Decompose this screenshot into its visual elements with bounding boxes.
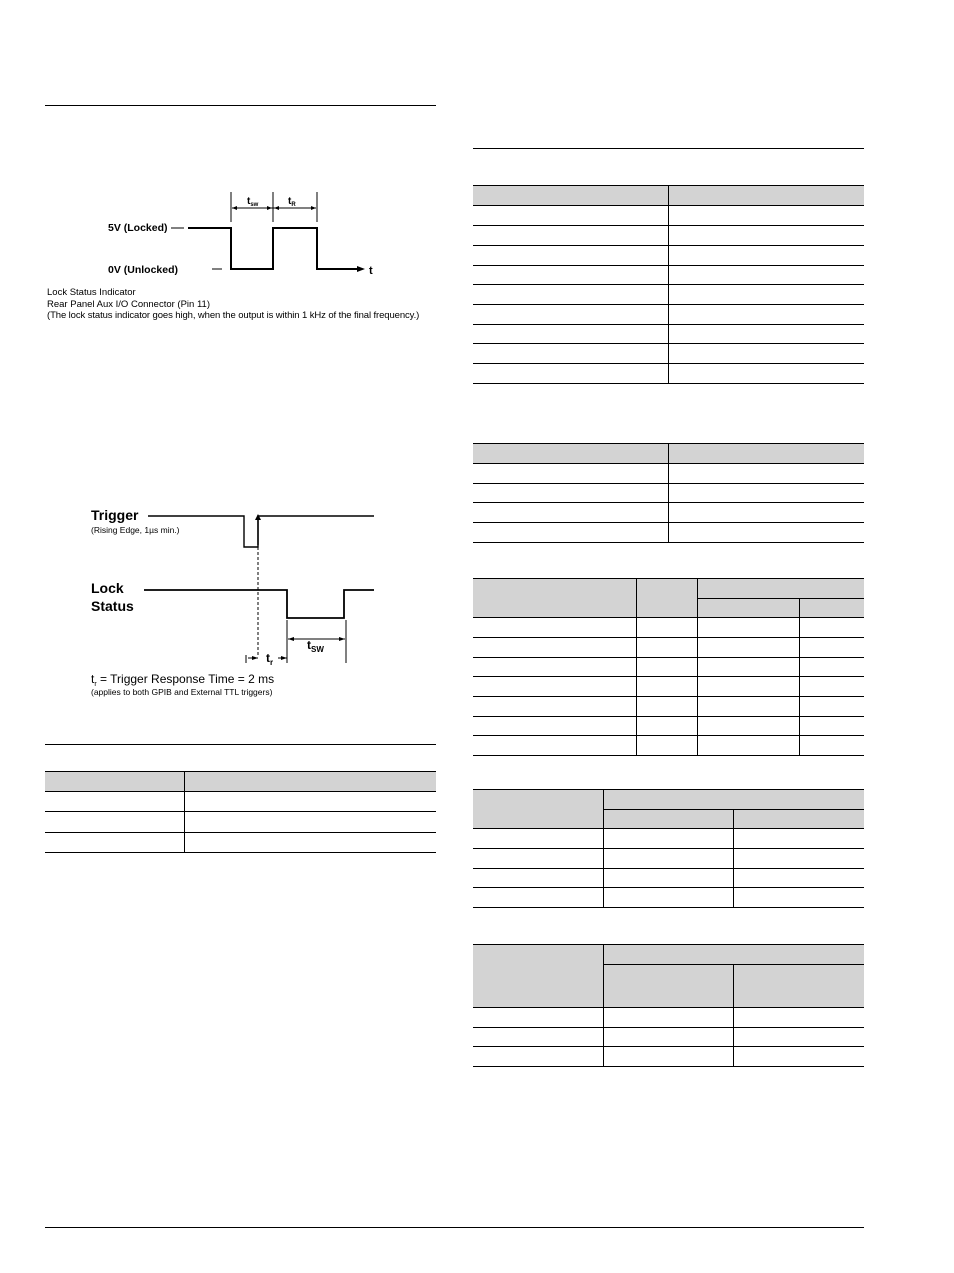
table-row: [473, 1047, 864, 1067]
table-row: [473, 829, 864, 849]
footer-rule: [45, 1227, 864, 1228]
trigger-note: (Rising Edge, 1µs min.): [91, 525, 180, 535]
spec-table-left: [45, 771, 436, 853]
header-cell: [45, 772, 184, 792]
table-row: [473, 736, 864, 756]
table-row: [473, 523, 864, 543]
tr-label: $t_r$: [266, 651, 274, 667]
section-rule-top-left: [45, 105, 436, 106]
spec-table-right-4: [473, 789, 864, 908]
table-row: [473, 206, 864, 226]
tsw-dim-arrow-right: [339, 637, 345, 641]
header-cell: [603, 965, 733, 1008]
table-row: [473, 364, 864, 384]
table-row: [473, 658, 864, 677]
trigger-rise-arrowhead: [255, 514, 261, 520]
table-row: [473, 484, 864, 503]
trigger-response-timing-diagram: [88, 505, 388, 705]
table-row: [45, 833, 436, 853]
header-group-cell: [603, 790, 864, 810]
trigger-response-formula: $t_r$ = Trigger Response Time = 2 ms: [91, 672, 275, 688]
table-row: [473, 697, 864, 717]
lock-status-waveform: [144, 590, 374, 618]
caption-line-1: Lock Status Indicator: [47, 287, 136, 298]
spec-table-right-3: [473, 578, 864, 756]
tr-dim-arrow-right: [281, 656, 287, 660]
spec-table-right-2: [473, 443, 864, 543]
caption-line-2: Rear Panel Aux I/O Connector (Pin 11): [47, 298, 210, 310]
table-row: [473, 717, 864, 736]
trigger-label: Trigger: [91, 507, 139, 523]
header-cell: [473, 945, 603, 1008]
spec-table-right-1: [473, 185, 864, 384]
header-cell: [603, 810, 733, 829]
table-row: [473, 869, 864, 888]
trigger-response-note: (applies to both GPIB and External TTL triggers): [91, 687, 273, 697]
table-row: [473, 503, 864, 523]
header-cell: [668, 186, 864, 206]
table-row: [473, 246, 864, 266]
tr-dim-arrow-left: [252, 656, 258, 660]
header-group-cell: [697, 579, 864, 599]
section-rule-mid-left: [45, 744, 436, 745]
tsw-arrow-left: [232, 206, 237, 210]
header-cell: [473, 444, 668, 464]
table-row: [473, 618, 864, 638]
status-label: Status: [91, 598, 134, 614]
section-rule-top-right: [473, 148, 864, 149]
figure-caption-lock-status: [47, 287, 442, 322]
time-axis-label: t: [369, 265, 373, 277]
table-row: [473, 226, 864, 246]
locked-label: 5V (Locked): [108, 222, 168, 234]
header-group-cell: [603, 945, 864, 965]
table-row: [473, 638, 864, 658]
time-arrowhead: [357, 266, 365, 272]
tsw-label: $t_{sw}$: [247, 196, 259, 208]
table-row: [45, 792, 436, 812]
lock-label: Lock: [91, 580, 124, 596]
table-row: [45, 812, 436, 833]
spec-table-right-5: [473, 944, 864, 1067]
table-row: [473, 325, 864, 344]
table-row: [473, 1028, 864, 1047]
tr-arrow-left: [274, 206, 279, 210]
tsw-label: $t_{SW}$: [307, 638, 324, 654]
header-cell: [473, 790, 603, 829]
table-row: [473, 849, 864, 869]
tr-label: $t_R$: [288, 196, 296, 208]
tsw-arrow-right: [267, 206, 272, 210]
header-cell: [473, 579, 636, 618]
header-cell: [733, 810, 864, 829]
table-row: [473, 285, 864, 305]
unlocked-label: 0V (Unlocked): [108, 264, 179, 276]
header-cell: [668, 444, 864, 464]
trigger-waveform: [148, 516, 374, 547]
table-row: [473, 266, 864, 285]
header-cell: [799, 599, 864, 618]
table-row: [473, 888, 864, 908]
table-row: [473, 677, 864, 697]
table-row: [473, 464, 864, 484]
table-row: [473, 1008, 864, 1028]
tr-arrow-right: [311, 206, 316, 210]
header-cell: [697, 599, 799, 618]
lock-status-timing-diagram: [100, 188, 400, 283]
header-cell: [733, 965, 864, 1008]
header-cell: [184, 772, 436, 792]
table-row: [473, 305, 864, 325]
table-row: [473, 344, 864, 364]
header-cell: [636, 579, 697, 618]
tsw-dim-arrow-left: [288, 637, 294, 641]
header-cell: [473, 186, 668, 206]
lock-waveform: [188, 228, 357, 269]
caption-line-3: (The lock status indicator goes high, when the output is within 1 kHz of the final frequency.): [47, 310, 420, 321]
